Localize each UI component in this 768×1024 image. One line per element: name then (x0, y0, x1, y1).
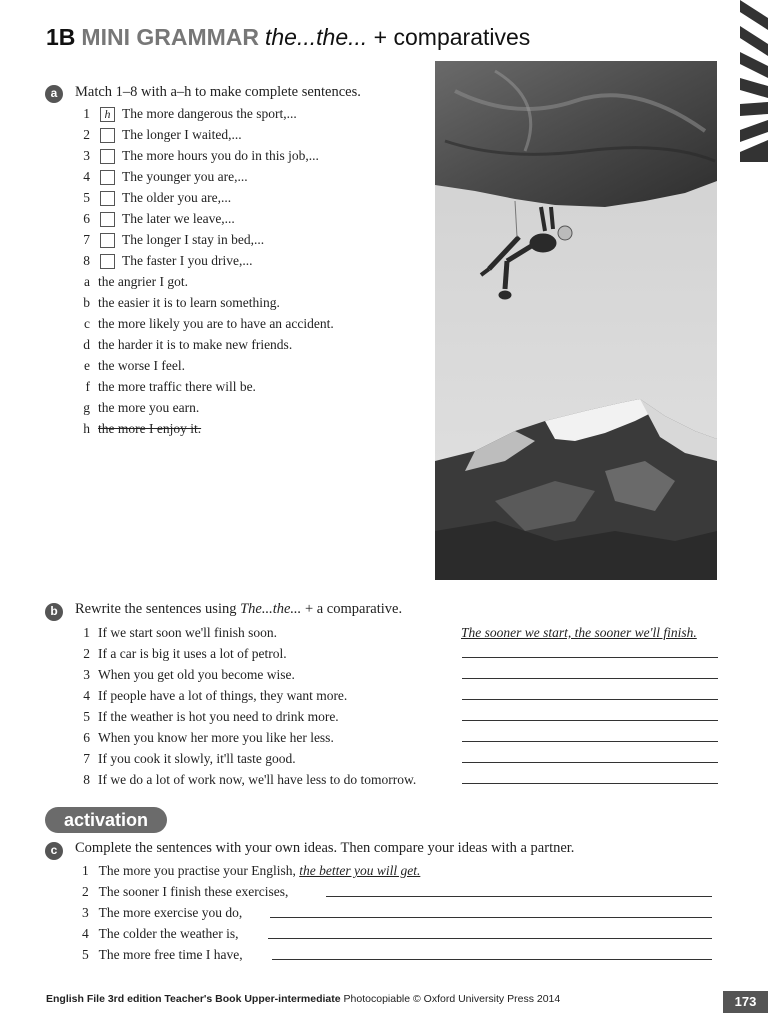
complete-item: 1 The more you practise your English, the better you will get. (82, 863, 421, 878)
topic-rest: + comparatives (367, 24, 531, 50)
answer-line[interactable] (462, 657, 718, 658)
activation-label: activation (45, 807, 167, 833)
answer-line[interactable] (462, 783, 718, 784)
answer-line[interactable] (268, 938, 712, 939)
answer-line[interactable] (462, 720, 718, 721)
answer-line[interactable] (462, 741, 718, 742)
struck-example-ending: the more I enjoy it. (98, 421, 202, 436)
topic-italic: the...the... (265, 24, 368, 50)
example-answer-b: The sooner we start, the sooner we'll finish. (461, 625, 697, 640)
answer-box[interactable] (100, 212, 115, 227)
page-number: 173 (723, 991, 768, 1013)
complete-item: 3 The more exercise you do, (82, 905, 243, 920)
answer-line[interactable] (462, 699, 718, 700)
complete-item: 4 The colder the weather is, (82, 926, 239, 941)
complete-item: 5 The more free time I have, (82, 947, 243, 962)
answer-line[interactable] (462, 762, 718, 763)
answer-box[interactable] (100, 170, 115, 185)
answer-line[interactable] (270, 917, 712, 918)
answer-box[interactable] (100, 254, 115, 269)
exercise-b-badge: b (45, 603, 63, 621)
decorative-stripes (740, 0, 768, 162)
answer-box[interactable] (100, 128, 115, 143)
section-name: MINI GRAMMAR (81, 24, 259, 50)
answer-box[interactable] (100, 191, 115, 206)
footer-credit: English File 3rd edition Teacher's Book Upper-intermediate Photocopiable © Oxford University Press 2014 (46, 993, 561, 1005)
exercise-c-badge: c (45, 842, 63, 860)
answer-box[interactable] (100, 233, 115, 248)
example-answer-c: the better you will get. (299, 863, 421, 878)
exercise-a-badge: a (45, 85, 63, 103)
unit-number: 1B (46, 24, 76, 50)
complete-item: 2 The sooner I finish these exercises, (82, 884, 289, 899)
page-title (46, 24, 530, 51)
answer-line[interactable] (272, 959, 712, 960)
answer-box[interactable] (100, 149, 115, 164)
climber-photo (435, 61, 717, 580)
answer-line[interactable] (326, 896, 712, 897)
answer-line[interactable] (462, 678, 718, 679)
exercise-c-instruction: Complete the sentences with your own ideas. Then compare your ideas with a partner. (75, 840, 575, 856)
answer-box[interactable]: h (100, 107, 115, 122)
exercise-a-instruction: Match 1–8 with a–h to make complete sentences. (75, 84, 361, 100)
exercise-b-instruction: Rewrite the sentences using The...the... + a comparative. (75, 601, 403, 617)
